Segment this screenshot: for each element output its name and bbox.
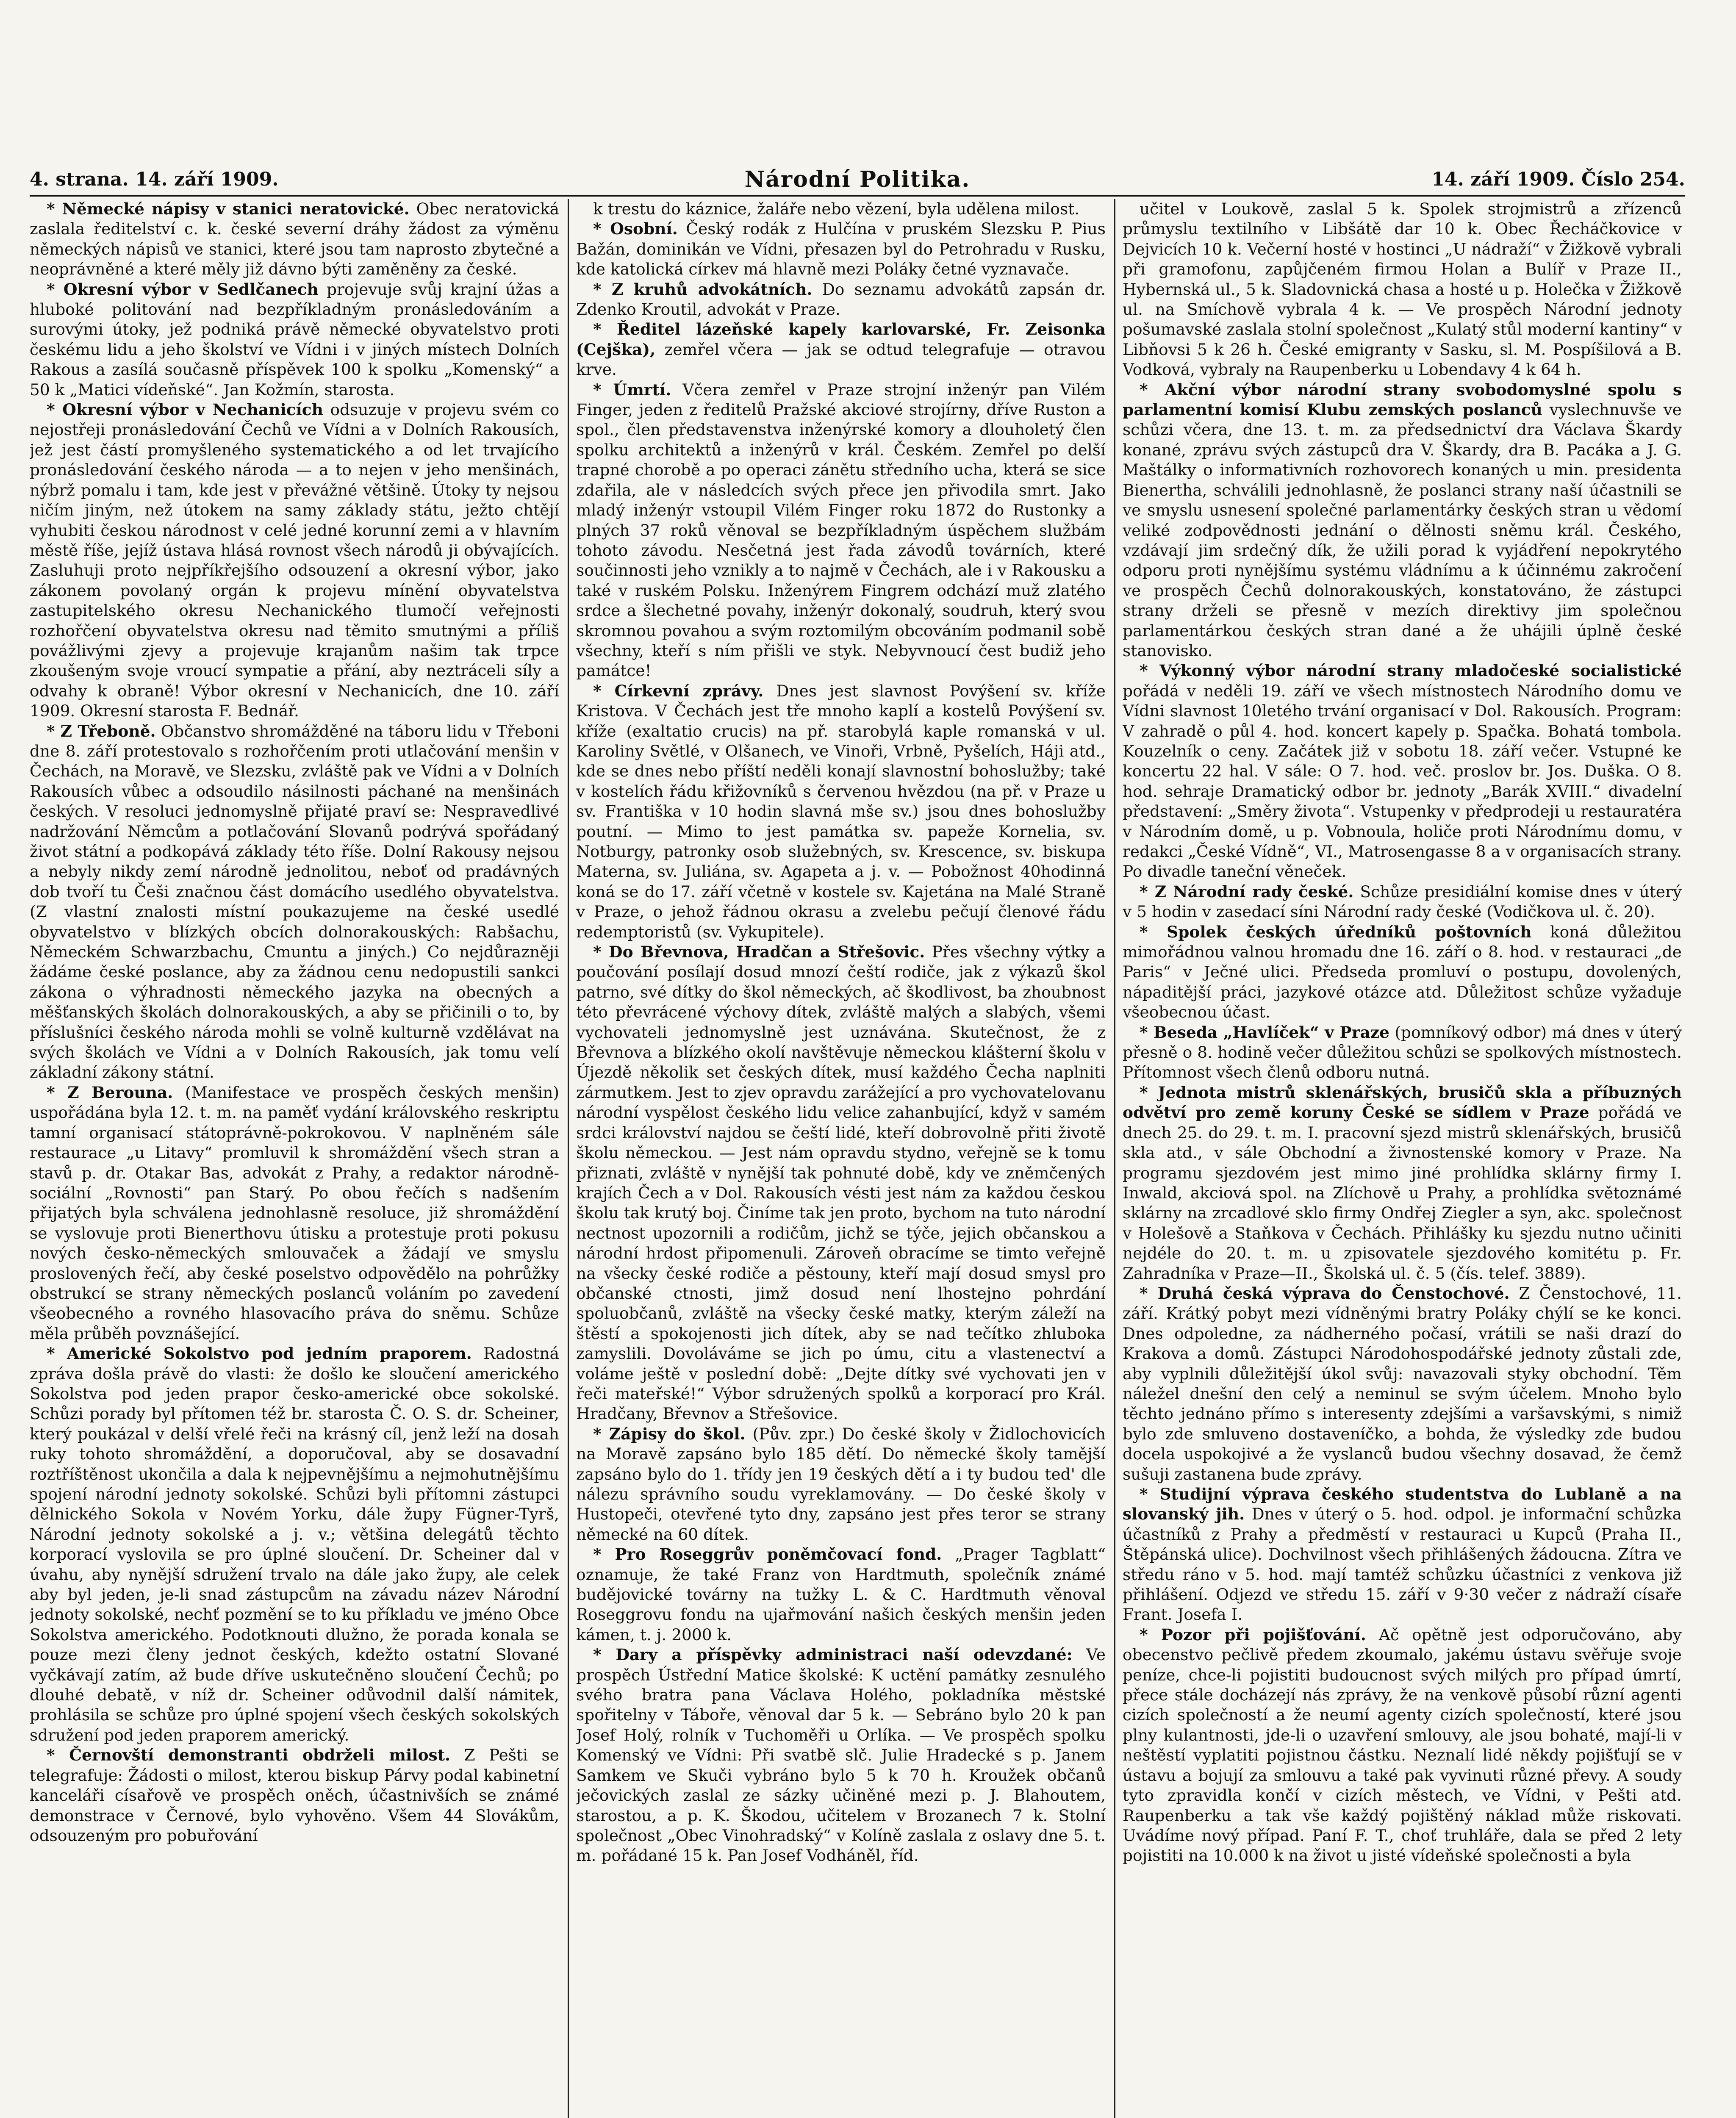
news-item-headline: * Církevní zprávy. [593, 681, 764, 700]
news-item-body: pořádá v neděli 19. září ve všech místnostech Národního domu ve Vídni slavnost 10letého trvání organisací v Dol. Rakousích. Program: V zahradě o půl 4. hod. koncert kapely p. Spačka. Bohatá tombola. Kouzelník o ceny. Začátek již v sobotu 18. září večer. Vstupné ke koncertu 22 hal. V sále: O 7. hod. več. proslov br. Jos. Duška. O 8. hod. sehraje Dramatický odbor br. jednoty „Barák XVIII.“ divadelní představení: „Směry života“. Vstupenky v předprodeji u restauratéra v Národním domě, u p. Vobnoula, holiče proti Národnímu domu, v redakci „České Vídně“, VI., Matrosengasse 8 a v organisacích strany. Po divadle taneční věneček. [1123, 681, 1682, 881]
column-1 [30, 199, 559, 2118]
news-item [576, 380, 1106, 681]
news-item [30, 199, 559, 280]
column-divider [568, 199, 569, 2118]
news-item-body: učitel v Loukově, zaslal 5 k. Spolek strojmistrů a zřízenců průmyslu textilního v Libšátě dar 10 k. Obec Řecháčkovice v Dejvicích 10 k. Večerní hosté v hostinci „U nádraží“ v Žižkově vybrali při gramofonu, zapůjčeném firmou Holan a Bulíř v Praze II., Hybernská ul., 5 k. Sladovnická chasa a hosté u p. Holečka v Žižkově ul. na Smíchově vybrala 4 k. — Ve prospěch Národní jednoty pošumavské zaslala stolní společnost „Kulatý stůl moderní kantiny“ v Libňovsi 5 k 26 h. České emigranty v Sasku, sl. M. Pospíšilová a B. Vodková, vybraly na Raupenberku u Lobendavy 4 k 64 h. [1123, 200, 1682, 379]
column-3 [1123, 199, 1682, 2118]
news-item-body: (pomníkový odbor) má dnes v úterý přesně o 8. hodině večer důležitou schůzi se spolkových místnostech. Přítomnost všech členů odboru nutná. [1123, 1023, 1682, 1082]
news-item-body: Včera zemřel v Praze strojní inženýr pan Vilém Finger, jeden z ředitelů Pražské akciové strojírny, dříve Ruston a spol., člen představenstva inženýrské komory a dlouholetý člen spolku architektů a inženýrů v král. Českém. Zemřel po delší trapné chorobě a po operaci zánětu středního ucha, která se sice zdařila, ale v následcích svých přece jen přivodila smrt. Jako mladý inženýr vstoupil Vilém Finger roku 1872 do Rustonky a plných 37 roků věnoval se bezpříkladným úspěchem službám tohoto závodu. Nesčetná jest řada závodů továrních, které součinnosti jeho vznikly a to najmě v Čechách, ale i v Rakousku a také v ruském Polsku. Inženýrem Fingrem odchází muž zlatého srdce a šlechetné povahy, inženýr dokonalý, soudruh, který svou skromnou povahou a svým roztomilým obcováním podmanil sobě všechny, kteří s ním přišli ve styk. Nebyvnoucí čest budiž jeho památce! [576, 380, 1106, 680]
news-item-body: vyslechnuvše ve schůzi včera, dne 13. t. m. za předsednictví dra Václava Škardy konané, zprávu svých zástupců dra V. Škardy, dra B. Pacáka a J. G. Maštálky o informativních rozhovorech konaných u min. presidenta Bienertha, schválili jednohlasně, že poslanci strany naší účastnili se ve smyslu usnesení společné parlamentárky českých stran u vědomí veliké zodpovědnosti jednání o dělnosti sněmu král. Českého, vzdávají jim srdečný dík, že užili porad k vyjádření nepokrytého odporu proti nynějšímu systému vládnímu a k účinnému zakročení ve prospěch Čechů dolnorakouských, konstatováno, že zástupci strany drželi se přesně v mezích direktivy jim společnou parlamentárkou českých stran dané a že uhájili úplně české stanovisko. [1123, 400, 1682, 660]
news-item-headline: * Spolek českých úředníků poštovních [1140, 922, 1532, 941]
news-item-body: Ač opětně jest odporučováno, aby obecenstvo pečlivě předem zkoumalo, jakému ústavu svěřuje svoje peníze, chce-li pojistiti budoucnost svých milých pro případ úmrtí, přece stále docházejí nás zprávy, že na venkově působí různí agenti cizích společností a že neumí agenty cizích společností, které jsou plny kulantnosti, jde-li o uzavření smlouvy, ale jsou bohaté, mají-li v neštěstí vyplatiti pojistnou částku. Neznalí lidé někdy pojišťují se v ústavu a bojují za smlouvu a také pak vyvinuti různé převy. A soudy tyto zpravidla končí v cizích městech, ve Vídni, v Pešti atd. Raupenberku a tak vše každý pojištěný náklad může riskovati. Uvádíme nový případ. Paní F. T., choť truhláře, dala se před 2 lety pojistiti na 10.000 k na život u jisté vídeňské společnosti a byla [1123, 1625, 1682, 1865]
news-item-headline: * Druhá česká výprava do Čenstochové. [1140, 1284, 1510, 1303]
news-item-body: odsuzuje v projevu svém co nejostřeji pronásledování Čechů ve Vídni a v Dolních Rakousích, jež jest částí promyšleného systematického a od let trvajícího pronásledování českého národa — a to nejen v jeho menšinách, nýbrž pomalu i tam, kde jest v převážné většině. Útoky ty nejsou ničím jiným, než útokem na samy základy státu, ježto chtějí vyhubiti českou národnost v celé jedné korunní zemi a v hlavním městě říše, jejíž ústava hlásá rovnost všech národů ji obývajících. Zasluhuji proto nejpříkřejšího odsouzení a okresní výbor, jako zákonem povolaný orgán k projevu mínění obyvatelstva zastupitelského okresu Nechanického tlumočí veřejnosti rozhořčení obyvatelstva okresu nad těmito smutnými a příliš povážlivými zjevy a projevuje krajanům našim tak trpce zkoušeným svoje vroucí sympatie a přání, aby neztráceli síly a odvahy k obraně! Výbor okresní v Nechanicích, dne 10. září 1909. Okresní starosta F. Bednář. [30, 400, 559, 721]
news-item-body: „Prager Tagblatt“ oznamuje, že také Franz von Hardtmuth, společník známé budějovické továrny na tužky L. & C. Hardtmuth věnoval Roseggrovu fondu na ujařmování našich českých menšin jeden kámen, t. j. 2000 k. [576, 1545, 1106, 1644]
news-item-headline: * Pozor při pojišťování. [1140, 1625, 1366, 1644]
news-item-headline: * Z kruhů advokátních. [593, 280, 813, 299]
news-item [576, 1424, 1106, 1544]
issue-date-number: 14. září 1909. Číslo 254. [1431, 169, 1685, 190]
news-item-headline: * Ředitel lázeňské kapely karlovarské, Fr. Zeisonka (Cejška), [576, 320, 1106, 359]
news-item-body: Schůze presidiální komise dnes v úterý v 5 hodin v zasedací síni Národní rady české (Vodičkova ul. č. 20). [1123, 882, 1682, 921]
news-item-headline: * Beseda „Havlíček“ v Praze [1140, 1023, 1389, 1042]
news-item [1123, 1023, 1682, 1083]
news-item-headline: * Okresní výbor v Nechanicích [47, 400, 323, 419]
news-item-headline: * Úmrtí. [593, 380, 671, 399]
column-2 [576, 199, 1106, 2118]
news-item-headline: * Zápisy do škol. [593, 1424, 746, 1443]
news-item [576, 681, 1106, 942]
news-item-headline: * Pro Roseggrův poněmčovací fond. [593, 1545, 942, 1564]
news-item [1123, 199, 1682, 380]
news-item [30, 1344, 559, 1745]
news-item-headline: * Dary a příspěvky administraci naší odevzdané: [593, 1645, 1073, 1664]
news-item-headline: * Studijní výprava českého studentstva do Lublaně a na slovanský jih. [1123, 1485, 1682, 1524]
news-item [576, 319, 1106, 380]
news-item-body: Do seznamu advokátů zapsán dr. Zdenko Kroutil, advokát v Praze. [576, 280, 1106, 319]
news-item-body: Český rodák z Hulčína v pruském Slezsku P. Pius Bažán, dominikán ve Vídni, přesazen byl do Petrohradu v Rusku, kde katolická církev má hlavně mezi Poláky četné vyznavače. [576, 219, 1106, 279]
news-item-body: k trestu do káznice, žaláře nebo vězení, byla udělena milost. [593, 200, 1080, 218]
news-item-headline: * Americké Sokolstvo pod jedním praporem. [47, 1344, 472, 1363]
news-item [30, 280, 559, 400]
news-item [576, 1645, 1106, 1866]
news-item [576, 199, 1106, 219]
news-item [1123, 661, 1682, 882]
news-item-headline: * Výkonný výbor národní strany mladočeské socialistické [1140, 661, 1682, 680]
news-item-body: Z Pešti se telegrafuje: Žádosti o milost, kterou biskup Párvy podal kabinetní kanceláři císařově ve prospěch oněch, účastnivších se známé demonstrace v Černové, bylo vyhověno. Všem 44 Slovákům, odsouzeným pro pobuřování [30, 1746, 559, 1845]
news-item [1123, 1484, 1682, 1625]
news-item [30, 721, 559, 1083]
news-item [576, 280, 1106, 320]
news-item-body: (Pův. zpr.) Do české školy v Židlochovicích na Moravě zapsáno bylo 185 dětí. Do německé školy tamější zapsáno bylo do 1. třídy jen 19 českých dětí a i ty budou ted' dle nálezu správního soudu vyreklamovány. — Do české školy v Hustopeči, otevřené tyto dny, zapsáno jest přes teror se strany německé na 60 dítek. [576, 1424, 1106, 1544]
page-number-date: 4. strana. 14. září 1909. [30, 169, 279, 190]
news-item [1123, 1083, 1682, 1284]
news-item-headline: * Z Berouna. [47, 1083, 173, 1102]
news-item [30, 1083, 559, 1344]
news-item-body: Obec neratovická zaslala ředitelství c. k. české severní dráhy žádost za výměnu německých nápisů ve stanici, které jsou tam naprosto zbytečné a neoprávněné a které měly již dávno býti zaměněny za české. [30, 200, 559, 279]
news-item-body: (Manifestace ve prospěch českých menšin) uspořádána byla 12. t. m. na paměť vydání královského reskriptu tamní organisací státoprávně-pokrokovou. V naplněném sále restaurace „u Litavy“ promluvil k shromáždění všech stran a stavů p. dr. Otakar Bas, advokát z Prahy, a redaktor národně-sociální „Rovnosti“ pan Starý. Po obou řečích s nadšením přijatých byla schválena jednohlasně resoluce, již shromáždění se vyslovuje proti Bienerthovu útisku a protestuje proti pokusu nových česko-německých smlouvaček a žádají ve smyslu proslovených řečí, aby české poselstvo odpovědělo na pohrůžky obstrukcí se strany německých poslanců voláním po zavedení všeobecného a rovného hlasovacího práva do sněmu. Schůze měla průběh povznášející. [30, 1083, 559, 1343]
news-item-headline: * Z Třeboně. [47, 721, 156, 740]
page-header [30, 161, 1685, 197]
news-item-headline: * Z Národní rady české. [1140, 882, 1354, 901]
news-item-headline: * Osobní. [593, 219, 678, 238]
news-item-headline: * Okresní výbor v Sedlčanech [47, 280, 319, 299]
news-item [30, 400, 559, 721]
news-item [576, 219, 1106, 279]
news-item-headline: * Do Břevnova, Hradčan a Střešovic. [593, 943, 925, 962]
news-item-body: Z Čenstochové, 11. září. Krátký pobyt mezi vídněnými bratry Poláky chýlí se ke konci. Dnes odpoledne, za nádherného počasí, vrátili se naši drazí do Krakova a domů. Zástupci Národohospodářské jednoty zůstali zde, aby vyplnili důležitější úkol svůj: navazovali styky obchodní. Těm náležel dnešní den celý a neminul se svým účelem. Mnoho bylo těchto jednáno přímo s interesenty zdejšími a varšavskými, s nimiž bylo zde smluveno dostaveníčko, a bohda, že výsledky zde budou docela uspokojivé a že vyslanců budou všechny dosavad, že čemž sušuji zastanena bude zprávy. [1123, 1284, 1682, 1483]
news-item-headline: * Německé nápisy v stanici neratovické. [47, 200, 410, 218]
column-divider [1114, 199, 1115, 2118]
news-item [1123, 1284, 1682, 1484]
news-item-body: Radostná zpráva došla právě do vlasti: že došlo ke sloučení amerického Sokolstva pod jeden prapor česko-americké obce sokolské. Schůzi porady byl přítomen též br. starosta Č. O. S. dr. Scheiner, který poukázal v delší vřelé řeči na krásný cíl, jenž leží na dosah ruky tohoto shromáždění, a doporučoval, aby se dosavadní roztříštěnost ukončila a dala k nejpevnějšímu a nejmohutnějšímu spojení národní jednoty sokolské. Schůzi byli přítomni zástupci dělnického Sokola v Novém Yorku, dále župy Fügner-Tyrš, Národní jednoty sokolské a j. v.; většina delegátů těchto korporací vyslovila se pro úplné sloučení. Dr. Scheiner dal v úvahu, aby nynější sdružení trvalo na dále jako župy, ale celek aby byl jeden, je-li snad zástupcům na závadu název Národní jednoty sokolské, nechť pozmění se to ku příkladu ve jméno Obce Sokolstva amerického. Podotknouti dlužno, že porada konala se pouze mezi členy jednot českých, kdežto ostatní Slované vyčkávají zatím, až bude dříve uskutečněno sloučení Čechů; po dlouhé debatě, v níž dr. Scheiner odůvodnil další námitek, prohlásila se schůze pro úplné spojení všech českých sokolských sdružení pod jeden praporem americký. [30, 1344, 559, 1744]
news-item-body: pořádá ve dnech 25. do 29. t. m. I. pracovní sjezd mistrů sklenářských, brusičů skla atd., v sále Obchodní a živnostenské komory v Praze. Na programu sjezdovém jest mimo jiné prohlídka sklárny firmy I. Inwald, akciová spol. na Zlíchově u Prahy, a prohlídka světoznámé sklárny na zrcadlové sklo firmy Ondřej Ziegler a syn, akc. společnost v Holešově a Staňkova v Čechách. Přihlášky ku sjezdu nutno učiniti nejdéle do 20. t. m. u zpisovatele sjezdového komitétu p. Fr. Zahradníka v Praze—II., Školská ul. č. 5 (čís. telef. 3889). [1123, 1103, 1682, 1283]
news-item [1123, 882, 1682, 922]
news-item-body: projevuje svůj krajní úžas a hluboké politování nad bezpříkladným pronásledováním a surovými útoky, jež podniká právě německé obyvatelstvo proti českému lidu a jeho školství ve Vídni i v jiných místech Dolních Rakous a zasílá současně příspěvek 100 k spolku „Komenský“ a 50 k „Matici vídeňské“. Jan Kožmín, starosta. [30, 280, 559, 399]
news-item-body: Dnes jest slavnost Povýšení sv. kříže Kristova. V Čechách jest tře mnoho kaplí a kostelů Povýšení sv. kříže (exaltatio crucis) na př. starobylá kaple romanská v ul. Karoliny Světlé, v Olšanech, ve Vinoři, Vrbně, Pyšelích, Háji atd., kde se dnes nebo příští neděli konají slavnostní bohoslužby; také v kostelích řádu křižovníků s červenou hvězdou (na př. v Praze u sv. Františka v 10 hodin slavná mše sv.) jsou dnes bohoslužby poutní. — Mimo to jest památka sv. papeže Kornelia, sv. Notburgy, patronky osob služebných, sv. Krescence, sv. biskupa Materna, sv. Juliána, sv. Agapeta a j. v. — Pobožnost 40hodinná koná se do 17. září včetně v kostele sv. Kajetána na Malé Straně v Praze, o jehož řádnou okrasu a zvelebu pečují členové řádu redemptoristů (sv. Vykupitele). [576, 681, 1106, 941]
news-item-headline: * Jednota mistrů sklenářských, brusičů skla a příbuzných odvětví pro země koruny České se sídlem v Praze [1123, 1083, 1682, 1122]
news-item-body: koná důležitou mimořádnou valnou hromadu dne 16. září o 8. hod. v restauraci „de Paris“ v Ječné ulici. Předseda promluví o postupu, dovolených, nápaditější práci, jazykové otázce atd. Důležitost schůze vyžaduje všeobecnou účast. [1123, 922, 1682, 1022]
news-item [30, 1745, 559, 1846]
masthead-title: Národní Politika. [744, 166, 971, 192]
article-columns [30, 199, 1685, 2118]
news-item-headline: * Akční výbor národní strany svobodomyslné spolu s parlamentní komisí Klubu zemských poslanců [1123, 380, 1682, 419]
news-item-body: zemřel včera — jak se odtud telegrafuje — otravou krve. [576, 340, 1106, 379]
news-item-body: Dnes v úterý o 5. hod. odpol. je informační schůzka účastníků z Prahy a předměstí v restauraci u Kupců (Praha II., Štěpánská ulice). Dochvilnost všech přihlášených žádoucna. Zítra ve středu ráno v 5. hod. mají tamtéž schůzku účastníci z venkova již přihlášení. Odjezd ve středu 15. září v 9·30 večer z nádraží císaře Frant. Josefa I. [1123, 1505, 1682, 1624]
news-item-body: Přes všechny výtky a poučování posílají dosud mnozí čeští rodiče, jak z výkazů škol patrno, své dítky do škol německých, ač škodlivost, ba zhoubnost této převrácené výchovy dítek, zvláště malých a slabých, všemi vychovateli jednomyslně jest uznávána. Skutečnost, že z Břevnova a blízkého okolí navštěvuje německou klášterní školu v Újezdě několik set českých dítek, musí každého Čecha naplniti zármutkem. Jest to zjev opravdu zarážející a pro vychovatelovanu národní vyspělost českého lidu velice zahanbující, když v samém srdci království najdou se čeští lidé, kteří dobrovolně přiti životě školu německou. — Jest nám opravdu stydno, veřejně se k tomu přiznati, zvláště v nynější tak pohnuté době, kdy ve zněmčených krajích Čech a v Dol. Rakousích vésti jest nám za každou českou školu tak krutý boj. Činíme tak jen proto, bychom na tuto národní nectnost upozornili a rodičům, jichž se týče, jejich občanskou a národní hrdost připomenuli. Zároveň obracíme se timto veřejně na všecky české rodiče a pěstouny, kteří mají dosud smysl pro občanské ctnosti, jimž dosud není lhostejno pohrdání spoluobčanů, zvláště na všecky české matky, kterým záleží na štěstí a spokojenosti jich dítek, aby se nad tečítko zhluboka zamyslili. Dovoláváme se jich po úmu, citu a vlastenectví a voláme ještě v poslední době: „Dejte dítky své vychovati jen v řeči mateřské!“ Výbor sdružených spolků a korporací pro Král. Hradčany, Břevnov a Střešovice. [576, 943, 1106, 1423]
news-item-body: Občanstvo shromážděné na táboru lidu v Třeboni dne 8. září protestovalo s rozhořčením proti utlačování menšin v Čechách, na Moravě, ve Slezsku, zvláště pak ve Vídni a v Dolních Rakousích vůbec a odsoudilo násilnosti páchané na menšinách českých. V resoluci jednomyslně přijaté praví se: Nespravedlivé nadržování Němcům a potlačování Slovanů podrývá spořádaný život státní a podkopává základy této říše. Dolní Rakousy nejsou a nebyly nikdy zemí národně jednolitou, neboť od pradávných dob tvoří tu Češi značnou část domácího usedlého obyvatelstva. (Z vlastní znalosti místní poukazujeme na české usedlé obyvatelstvo v blízkých obcích dolnorakouských: Rabšachu, Německém Schwarzbachu, Cmuntu a jiných.) Co nejdůrazněji žádáme české poslance, aby za žádnou cenu nedopustili sankci zákona o výhradnosti německého jazyka na obecných a měšťanských školách dolnorakouských, a aby se přičinili o to, by příslušníci českého národa mohli se volně kulturně vzdělávat na svých školách ve Vídni a v Dolních Rakousích, jak tomu velí základní zákony státní. [30, 721, 559, 1082]
news-item [1123, 922, 1682, 1023]
news-item [576, 942, 1106, 1424]
news-item [1123, 1625, 1682, 1866]
news-item [576, 1544, 1106, 1645]
news-item [1123, 380, 1682, 661]
news-item-headline: * Černovští demonstranti obdrželi milost. [47, 1746, 451, 1765]
news-item-body: Ve prospěch Ústřední Matice školské: K uctění památky zesnulého svého bratra pana Václava Holého, pokladníka městské spořitelny v Táboře, věnoval dar 5 k. — Sebráno bylo 20 k pan Josef Holý, rolník v Tuchoměři u Orlíka. — Ve prospěch spolku Komenský ve Vídni: Při svatbě slč. Julie Hradecké s p. Janem Samkem ve Skuči vybráno bylo 5 k 70 h. Kroužek občanů ječovických zaslal ze sázky učiněné mezi p. J. Blahoutem, starostou, a p. K. Škodou, učitelem v Brozanech 7 k. Stolní společnost „Obec Vinohradský“ v Kolíně zaslala z oslavy dne 5. t. m. pořádané 15 k. Pan Josef Vodháněl, říd. [576, 1645, 1106, 1865]
